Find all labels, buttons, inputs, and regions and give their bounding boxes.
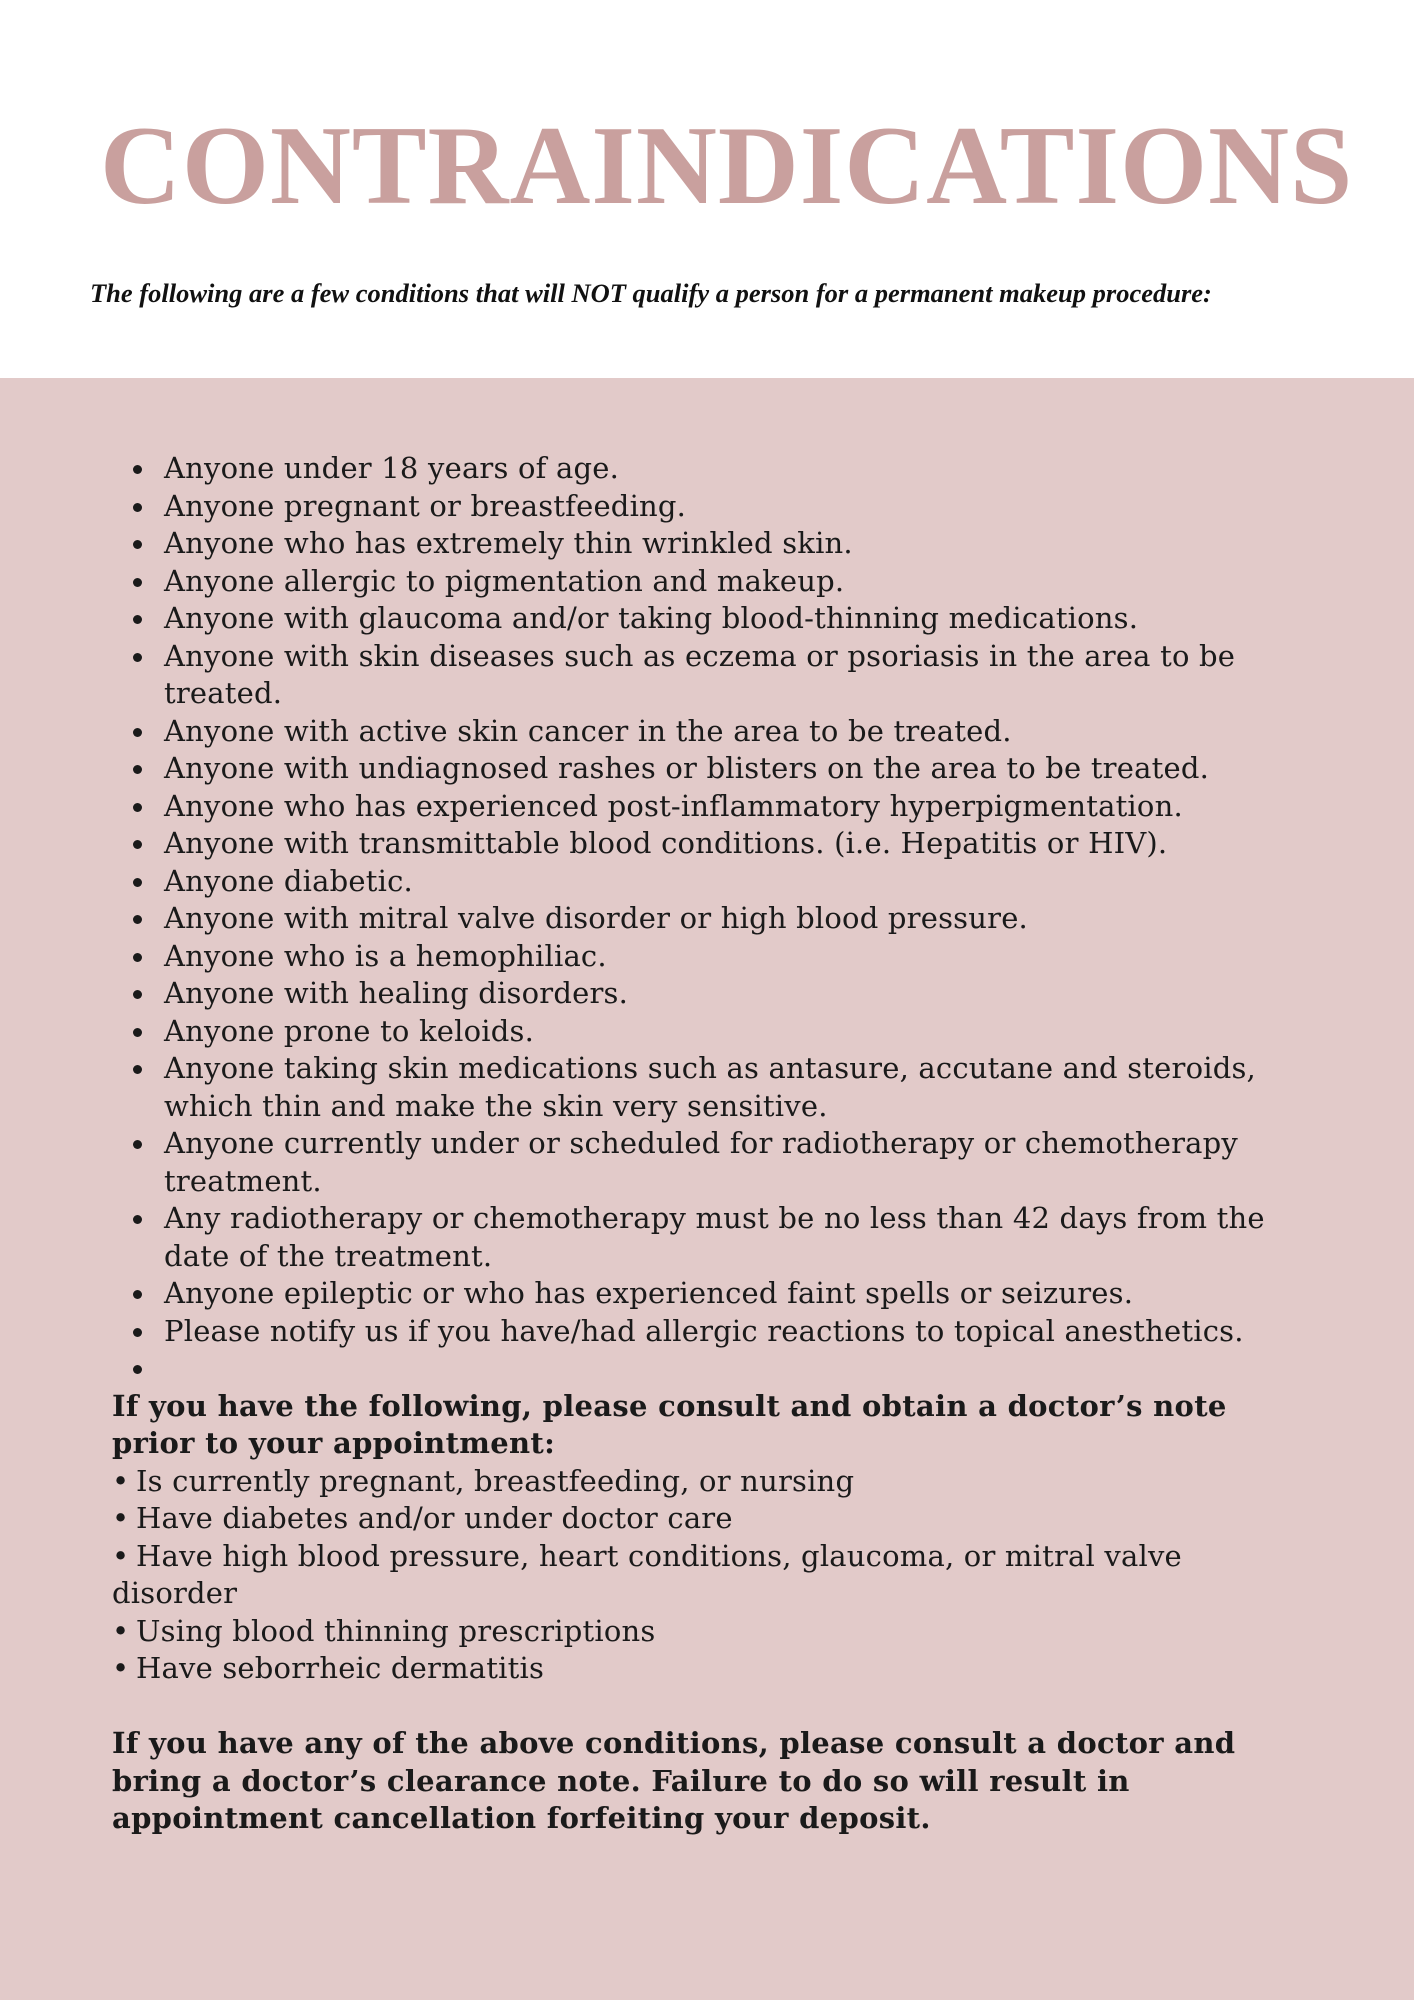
list-item: Anyone with glaucoma and/or taking blood-thinning medications.: [164, 600, 1302, 638]
bullet-glyph: •: [112, 1613, 130, 1648]
bullet-glyph: •: [112, 1463, 130, 1498]
page-title: CONTRAINDICATIONS: [100, 104, 1354, 228]
list-item: Anyone with transmittable blood conditions. (i.e. Hepatitis or HIV).: [164, 825, 1302, 863]
closing-note: If you have any of the above conditions, please consult a doctor and bring a doctor’s clearance note. Failure to do so will result in appointment cancellation forfeiting your deposit.: [112, 1726, 1236, 1835]
consult-heading: If you have the following, please consult and obtain a doctor’s note prior to your appointment:: [112, 1388, 1227, 1460]
list-item: Anyone prone to keloids.: [164, 1013, 1302, 1051]
consult-list: [112, 1463, 1302, 1688]
list-item: Anyone with active skin cancer in the area to be treated.: [164, 713, 1302, 751]
list-item: Any radiotherapy or chemotherapy must be no less than 42 days from the date of the treatment.: [164, 1200, 1302, 1275]
list-item: Anyone who has extremely thin wrinkled skin.: [164, 525, 1302, 563]
list-item: Anyone allergic to pigmentation and makeup.: [164, 563, 1302, 601]
page-subtitle: The following are a few conditions that will NOT qualify a person for a permanent makeup procedure:: [90, 278, 1212, 308]
consult-item: [112, 1613, 1302, 1651]
list-item: Anyone diabetic.: [164, 863, 1302, 901]
list-item: Anyone who is a hemophiliac.: [164, 938, 1302, 976]
consult-item-text: Using blood thinning prescriptions: [136, 1613, 656, 1648]
consult-item-text: Have seborrheic dermatitis: [136, 1651, 545, 1685]
list-item: Anyone with skin diseases such as eczema or psoriasis in the area to be treated.: [164, 638, 1302, 713]
consult-item-text: Have high blood pressure, heart conditions, glaucoma, or mitral valve disorder: [112, 1538, 1182, 1610]
list-item: Anyone under 18 years of age.: [164, 450, 1302, 488]
header-section: [0, 0, 1414, 378]
content-body: [112, 450, 1302, 1838]
consult-item-text: Is currently pregnant, breastfeeding, or nursing: [136, 1463, 855, 1498]
bullet-glyph: •: [112, 1538, 130, 1573]
consult-item: [112, 1650, 1302, 1688]
list-item: Anyone pregnant or breastfeeding.: [164, 488, 1302, 526]
consult-item-text: Have diabetes and/or under doctor care: [136, 1501, 733, 1535]
contraindications-list: [112, 450, 1302, 1388]
list-item: Anyone with mitral valve disorder or high blood pressure.: [164, 900, 1302, 938]
list-item: Anyone currently under or scheduled for radiotherapy or chemotherapy treatment.: [164, 1125, 1302, 1200]
list-item: Please notify us if you have/had allergic reactions to topical anesthetics.: [164, 1313, 1302, 1351]
consult-item: [112, 1538, 1302, 1613]
list-item: Anyone taking skin medications such as antasure, accutane and steroids, which thin and make the skin very sensitive.: [164, 1050, 1302, 1125]
list-item: Anyone with undiagnosed rashes or blisters on the area to be treated.: [164, 750, 1302, 788]
bullet-glyph: •: [112, 1651, 130, 1685]
consult-item: [112, 1463, 1302, 1501]
bullet-glyph: •: [112, 1501, 130, 1535]
list-item: Anyone who has experienced post-inflammatory hyperpigmentation.: [164, 788, 1302, 826]
list-item: Anyone with healing disorders.: [164, 975, 1302, 1013]
list-item: Anyone epileptic or who has experienced faint spells or seizures.: [164, 1275, 1302, 1313]
list-item-empty: [164, 1350, 1302, 1388]
consult-item: [112, 1500, 1302, 1538]
